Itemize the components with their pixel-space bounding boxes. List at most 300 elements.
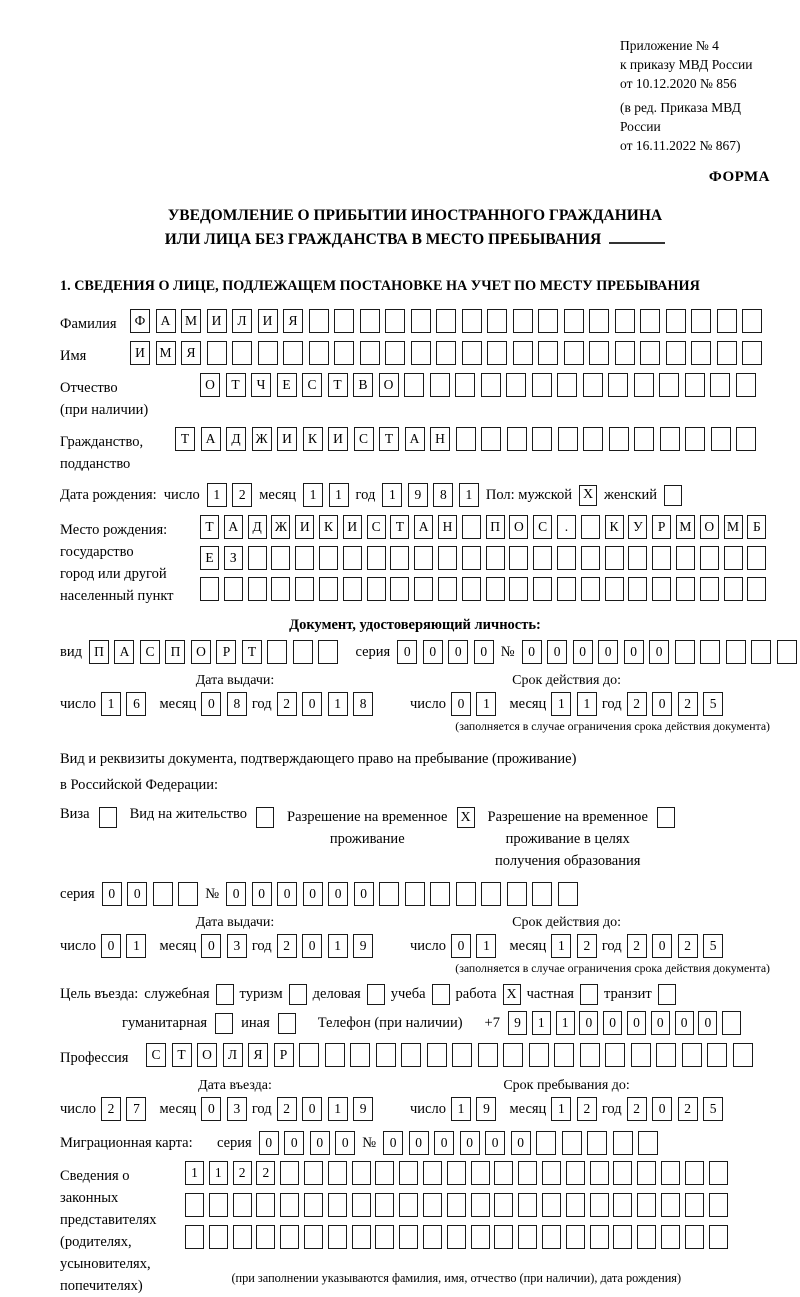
char-box [509,546,528,570]
migration-card-label: Миграционная карта: [60,1134,193,1151]
char-box [399,1193,418,1217]
birthdate-year-label: год [355,486,376,503]
char-box [325,1043,345,1067]
char-box: 0 [201,1097,221,1121]
char-box [343,577,362,601]
representatives-row3-boxes [185,1225,728,1249]
purpose-tourism-label: туризм [239,986,283,1002]
char-box [675,640,695,664]
char-box [542,1193,561,1217]
char-box [691,309,711,333]
purpose-label: Цель въезда: [60,986,139,1002]
char-box: Ж [271,515,290,539]
purpose-official-label: служебная [144,986,210,1002]
char-box [518,1193,537,1217]
char-box [533,546,552,570]
char-box: 0 [547,640,567,664]
char-box [538,309,558,333]
char-box: 0 [603,1011,622,1035]
char-box [185,1193,204,1217]
char-box [185,1225,204,1249]
char-box [390,577,409,601]
char-box [666,309,686,333]
char-box [609,427,629,451]
char-box: 0 [675,1011,694,1035]
char-box [638,1131,658,1155]
permit-residence [130,806,274,828]
char-box [481,427,501,451]
issue1-year-label: год [251,695,272,712]
temp-residence-label-line2: проживание [329,831,405,847]
profession-row [60,1043,770,1069]
char-box: 6 [126,692,146,716]
char-box [509,577,528,601]
issue1-line [60,692,410,716]
char-box [634,427,654,451]
char-box [438,577,457,601]
char-box [304,1193,323,1217]
doc2-number-label: № [205,885,220,902]
doc-number-label: № [500,643,515,660]
sex-female-label: женский [604,486,658,503]
char-box: 2 [232,483,252,507]
birthdate-month-label: месяц [259,486,297,503]
temp-residence-edu-line2: проживание в целях [505,831,630,847]
char-box [513,309,533,333]
valid1-month-boxes [551,692,597,716]
char-box: О [379,373,399,397]
char-box [232,341,252,365]
purpose-official-checkbox [216,984,234,1005]
char-box [411,309,431,333]
char-box: 5 [703,692,723,716]
firstname-label: Имя [60,348,87,364]
birthdate-year-boxes [382,483,479,507]
char-box [352,1225,371,1249]
char-box: 1 [185,1161,204,1185]
char-box [447,1225,466,1249]
char-box [581,515,600,539]
char-box [494,1193,513,1217]
char-box [328,1225,347,1249]
form-title-line1: УВЕДОМЛЕНИЕ О ПРИБЫТИИ ИНОСТРАННОГО ГРАЖДАНИНА [167,207,663,224]
char-box: 2 [277,692,297,716]
surname-label: Фамилия [60,316,117,332]
char-box [590,1225,609,1249]
char-box: Р [274,1043,294,1067]
birthplace-label-line4: населенный пункт [60,588,174,604]
valid1-month-label: месяц [509,695,547,712]
residence-doc-series-row [60,882,770,906]
char-box [481,882,501,906]
char-box [691,341,711,365]
profession-boxes [146,1043,753,1067]
char-box [256,1225,275,1249]
char-box: М [676,515,695,539]
char-box: Т [200,515,219,539]
char-box [742,341,762,365]
char-box [536,1131,556,1155]
valid2-year-boxes [627,934,724,958]
char-box [747,546,766,570]
char-box: С [140,640,160,664]
permit-visa [60,806,117,828]
patronymic-row [60,373,770,421]
char-box: 3 [227,934,247,958]
char-box [399,1225,418,1249]
char-box [661,1193,680,1217]
char-box [456,882,476,906]
residence-permit-label: Вид на жительство [129,806,248,822]
char-box [385,341,405,365]
char-box: 0 [511,1131,531,1155]
char-box [258,341,278,365]
char-box: У [628,515,647,539]
issue1-year-boxes [277,692,374,716]
birthdate-label: Дата рождения: [60,486,157,503]
char-box [710,373,730,397]
issue1-day-label: число [60,695,96,712]
char-box [507,882,527,906]
char-box: И [328,427,348,451]
char-box [562,1131,582,1155]
char-box [352,1161,371,1185]
sex-female-checkbox [664,485,682,506]
char-box: 2 [277,1097,297,1121]
char-box [564,309,584,333]
entry-date-col [60,1078,410,1121]
char-box: М [156,341,176,365]
patronymic-label-line2: (при наличии) [60,402,149,418]
char-box: 7 [126,1097,146,1121]
char-box [414,546,433,570]
patronymic-label-line1: Отчество [60,380,118,396]
char-box [532,373,552,397]
representatives-label-line1: Сведения о [60,1168,130,1184]
char-box: 3 [227,1097,247,1121]
char-box [640,309,660,333]
char-box [295,577,314,601]
citizenship-boxes [175,427,756,451]
char-box [666,341,686,365]
char-box [375,1193,394,1217]
char-box [487,309,507,333]
char-box [507,427,527,451]
char-box [564,341,584,365]
char-box: 1 [207,483,227,507]
char-box: 0 [354,882,374,906]
char-box: 5 [703,1097,723,1121]
edition-line: от 16.11.2022 № 867) [620,138,741,153]
char-box [436,341,456,365]
representatives-label-line3: представителях [60,1212,157,1228]
char-box: 0 [302,692,322,716]
char-box [328,1193,347,1217]
char-box [334,341,354,365]
char-box [685,1225,704,1249]
char-box: 0 [409,1131,429,1155]
char-box: 1 [126,934,146,958]
char-box: 1 [101,692,121,716]
phone-prefix: +7 [484,1014,500,1031]
char-box [503,1043,523,1067]
char-box [581,546,600,570]
char-box [656,1043,676,1067]
char-box [726,640,746,664]
char-box: 0 [451,692,471,716]
char-box [462,577,481,601]
char-box: 1 [382,483,402,507]
form-title-line2: ИЛИ ЛИЦА БЕЗ ГРАЖДАНСТВА В МЕСТО ПРЕБЫВАНИЯ [60,228,770,252]
char-box: 0 [127,882,147,906]
purpose-private-checkbox [580,984,598,1005]
citizenship-label-line2: подданство [60,456,131,472]
form-title [60,204,770,252]
migration-series-label: серия [217,1134,252,1151]
char-box: 2 [101,1097,121,1121]
char-box [430,373,450,397]
char-box [280,1225,299,1249]
char-box [532,427,552,451]
char-box: 2 [678,692,698,716]
sex-male-label: Пол: мужской [485,486,573,503]
migration-number-label: № [362,1134,377,1151]
char-box: 0 [302,934,322,958]
char-box: 1 [328,934,348,958]
appendix-line: Приложение № 4 [620,38,719,53]
residence-valid-col [410,915,723,958]
birthdate-row [60,483,770,507]
char-box [518,1161,537,1185]
char-box [399,1161,418,1185]
birthplace-row2-boxes [200,546,766,570]
temp-residence-edu-checkbox [657,807,675,828]
char-box: 0 [485,1131,505,1155]
doc-number-boxes [522,640,797,664]
entry-year-label: год [251,1100,272,1117]
char-box [455,373,475,397]
char-box [423,1225,442,1249]
char-box [462,341,482,365]
doc-kind-label: вид [60,643,82,660]
char-box: К [303,427,323,451]
char-box: П [165,640,185,664]
char-box [587,1131,607,1155]
char-box [367,546,386,570]
residence-doc-line1: Вид и реквизиты документа, подтверждающего право на пребывание (проживание) [60,751,577,767]
char-box [566,1193,585,1217]
char-box: И [207,309,227,333]
char-box: 2 [577,1097,597,1121]
char-box [557,373,577,397]
char-box [542,1161,561,1185]
char-box [637,1225,656,1249]
char-box: 0 [460,1131,480,1155]
char-box: К [319,515,338,539]
firstname-row [60,341,770,367]
migration-number-boxes [383,1131,658,1155]
char-box [532,882,552,906]
phone-label: Телефон (при наличии) [317,1014,463,1031]
char-box: 1 [329,483,349,507]
char-box [557,546,576,570]
passport-issue-col [60,673,410,716]
representatives-label-line4: (родителях, [60,1234,132,1250]
char-box [309,309,329,333]
representatives-row1-boxes [185,1161,728,1185]
issue2-year-boxes [277,934,374,958]
char-box: 1 [328,692,348,716]
char-box: 1 [209,1161,228,1185]
char-box: 0 [652,934,672,958]
temp-residence-edu-line1: Разрешение на временное [487,809,648,825]
char-box: 2 [627,1097,647,1121]
representatives-label-line5: усыновителях, [60,1256,151,1272]
char-box [634,373,654,397]
purpose-transit-checkbox [658,984,676,1005]
char-box: П [89,640,109,664]
entry-day-boxes [101,1097,147,1121]
valid1-year-label: год [601,695,622,712]
char-box [661,1161,680,1185]
issue2-day-label: число [60,937,96,954]
birthplace-label-line1: Место рождения: [60,522,168,538]
char-box: 1 [476,692,496,716]
residence-doc-dates [60,915,770,958]
char-box: М [724,515,743,539]
char-box: А [224,515,243,539]
representatives-boxes [185,1161,728,1286]
char-box [533,577,552,601]
valid2-title: Срок действия до: [512,915,621,930]
char-box: И [343,515,362,539]
char-box: Т [242,640,262,664]
char-box: 0 [101,934,121,958]
char-box [676,546,695,570]
char-box [659,373,679,397]
issue2-year-label: год [251,937,272,954]
char-box: 0 [335,1131,355,1155]
char-box [685,373,705,397]
char-box: 0 [624,640,644,664]
char-box [404,373,424,397]
purpose-work-checkbox: X [503,984,521,1005]
char-box [447,1161,466,1185]
valid1-day-boxes [451,692,497,716]
edition-line: (в ред. Приказа МВД России [620,100,741,134]
valid1-line [410,692,723,716]
char-box [271,546,290,570]
issue2-day-boxes [101,934,147,958]
char-box [717,309,737,333]
char-box [709,1225,728,1249]
char-box [309,341,329,365]
char-box [405,882,425,906]
char-box [700,640,720,664]
char-box [319,546,338,570]
char-box: 1 [476,934,496,958]
section1-heading: 1. СВЕДЕНИЯ О ЛИЦЕ, ПОДЛЕЖАЩЕМ ПОСТАНОВКЕ НА УЧЕТ ПО МЕСТУ ПРЕБЫВАНИЯ [60,278,700,294]
char-box [411,341,431,365]
citizenship-label [60,427,175,475]
char-box [613,1131,633,1155]
char-box [256,1193,275,1217]
stay-until-col [410,1078,723,1121]
char-box: 0 [201,692,221,716]
char-box [724,577,743,601]
char-box: О [191,640,211,664]
char-box [554,1043,574,1067]
char-box: 0 [649,640,669,664]
char-box: А [201,427,221,451]
temp-residence-checkbox: X [457,807,475,828]
char-box: З [224,546,243,570]
char-box: 0 [423,640,443,664]
char-box [736,427,756,451]
char-box [401,1043,421,1067]
char-box: И [295,515,314,539]
char-box [486,577,505,601]
char-box [566,1225,585,1249]
citizenship-row [60,427,770,475]
char-box [613,1225,632,1249]
char-box: О [700,515,719,539]
birthdate-day-boxes [207,483,253,507]
char-box: Д [226,427,246,451]
birthplace-label-line2: государство [60,544,134,560]
representatives-label [60,1161,185,1297]
birthdate-day-label: число [163,486,200,503]
char-box [558,427,578,451]
char-box: 0 [598,640,618,664]
char-box [660,427,680,451]
validity-note-2: (заполняется в случае ограничения срока действия документа) [455,961,770,975]
char-box: С [146,1043,166,1067]
stay-year-label: год [601,1100,622,1117]
permit-temp-residence [287,806,474,850]
issue2-month-boxes [201,934,247,958]
char-box [661,1225,680,1249]
doc-series-label: серия [355,643,391,660]
valid2-line [410,934,723,958]
char-box [207,341,227,365]
purpose-row-1 [60,984,770,1005]
stay-year-boxes [627,1097,724,1121]
char-box: 0 [277,882,297,906]
char-box: О [200,373,220,397]
char-box: 2 [627,934,647,958]
char-box: 0 [651,1011,670,1035]
char-box: К [605,515,624,539]
char-box: 0 [397,640,417,664]
char-box [777,640,797,664]
migration-card-row [60,1131,770,1155]
patronymic-boxes [200,373,756,397]
char-box [456,427,476,451]
char-box [334,309,354,333]
char-box: А [156,309,176,333]
char-box: 2 [256,1161,275,1185]
char-box [506,373,526,397]
char-box [685,427,705,451]
char-box [640,341,660,365]
char-box [589,309,609,333]
char-box: 1 [556,1011,575,1035]
char-box: 0 [201,934,221,958]
entry-date-title: Дата въезда: [198,1078,272,1093]
entry-date-line [60,1097,410,1121]
char-box [736,373,756,397]
